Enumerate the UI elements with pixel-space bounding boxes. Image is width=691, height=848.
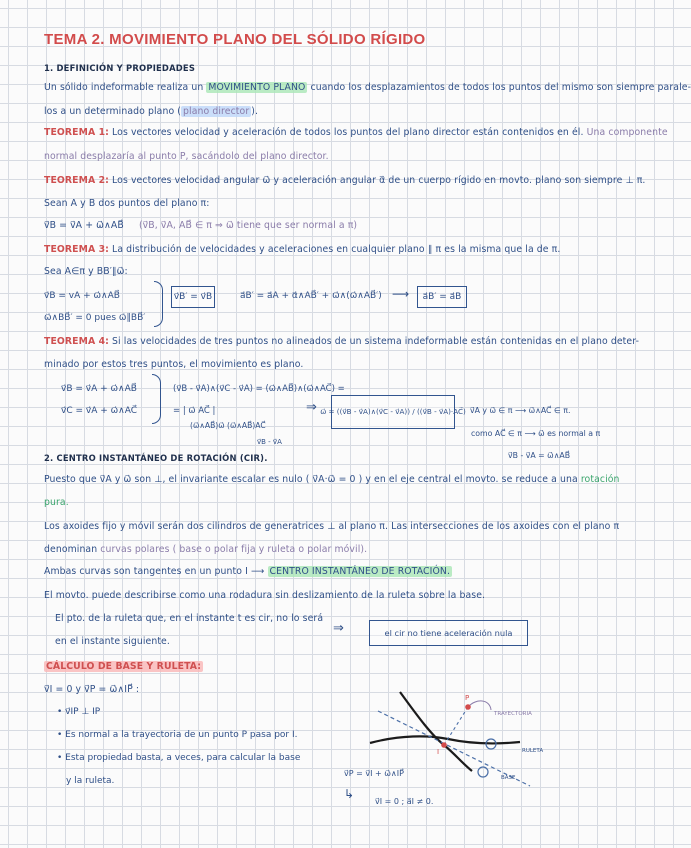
equation: ω⃗∧BB⃗′ = 0 pues ω⃗∥BB⃗′ [44,313,146,323]
paragraph-line: El movto. puede describirse como una rodadura sin deslizamiento de la ruleta sobre la base. [44,590,486,601]
theorem-line [44,127,668,139]
paragraph-line [44,106,638,118]
bullet-item: y la ruleta. [66,776,115,786]
implies-icon: ⇒ [333,621,344,636]
text-fragment: denominan [44,544,98,555]
boxed-text: ω⃗ = ((v⃗B - v⃗A)∧(v⃗C - v⃗A)) / ((v⃗B - v⃗A)·AC⃗) [320,407,466,416]
text-fragment: ( base o polar fija y ruleta o polar móvil). [172,544,368,555]
trayectoria-label: TRAYECTORIA [494,711,532,717]
corner-arrow-icon: ↳ [344,787,355,801]
text-fragment: los a un determinado plano ( [44,106,182,117]
page-title: TEMA 2. MOVIMIENTO PLANO DEL SÓLIDO RÍGIDO [44,31,426,48]
equation: v⃗P = v⃗I + ω⃗∧IP⃗ [344,769,404,778]
theorem-text: Los vectores velocidad angular ω⃗ y aceleración angular α⃗ de un cuerpo rígido en movto. plano son siempre ⊥ π. [112,175,646,186]
theorem-line [44,175,646,187]
equation: a⃗B′ = a⃗A + α⃗∧AB⃗′ + ω⃗∧(ω⃗∧AB⃗′) [240,291,382,301]
equation: v⃗B = v⃗A + ω⃗∧AB⃗ [44,220,124,231]
paragraph-line: pura. [44,497,69,508]
theorem-continuation: normal desplazaría al punto P, sacándolo del plano director. [44,151,329,162]
colored-term: rotación [580,474,620,485]
theorem-label: TEOREMA 3: [44,244,109,255]
theorem-line [44,244,638,256]
base-curve [400,692,472,771]
implies-icon: ⇒ [306,400,317,415]
paragraph-line [44,566,638,578]
section-heading: 2. CENTRO INSTANTÁNEO DE ROTACIÓN (CIR). [44,453,268,463]
boxed-velocity [171,286,215,308]
text-fragment: Puesto que v⃗A y ω⃗ son ⊥, el invariante escalar es nulo ( v⃗A·ω⃗ = 0 ) y en el eje central el movto. se reduce a una [44,474,578,485]
ip-line [444,707,468,745]
section-heading: 1. DEFINICIÓN Y PROPIEDADES [44,63,196,73]
point-p-label: P [465,694,470,702]
base-label: BASE [501,775,516,781]
highlighted-term: plano director [183,106,250,117]
bullet-item: • v⃗IP ⊥ IP [57,707,101,717]
text-fragment: Un sólido indeformable realiza un [44,82,204,93]
boxed-text: el cir no tiene aceleración nula [384,628,513,638]
theorem-text: La distribución de velocidades y aceleraciones en cualquier plano ∥ π es la misma que la de π. [112,244,561,255]
highlighted-term: CENTRO INSTANTÁNEO DE ROTACIÓN. [269,566,450,577]
boxed-omega [320,395,466,429]
theorem-aside: Una componente [586,127,668,138]
theorem-label: TEOREMA 1: [44,127,109,138]
text-fragment: cuando los desplazamientos de todos los puntos del mismo son siempre parale- [310,82,691,93]
colored-term: curvas polares [100,544,170,555]
subsection-label: CÁLCULO DE BASE Y RULETA: [46,661,202,672]
paragraph-line: Sea A∈π y BB′∥ω⃗: [44,266,128,277]
arrow-icon: ⟶ [392,287,410,301]
theorem-label: TEOREMA 2: [44,175,109,186]
bullet-item: • Esta propiedad basta, a veces, para calcular la base [57,753,301,763]
theorem-text: Los vectores velocidad y aceleración de todos los puntos del plano director están contenidos en él. [112,127,584,138]
boxed-note [369,620,528,646]
subsection-line [44,661,638,673]
paragraph-line [44,82,691,94]
equation: v⃗I = 0 ; a⃗I ≠ 0. [375,797,434,806]
equation: v⃗C = v⃗A + ω⃗∧AC⃗ [61,406,138,416]
equation: (v⃗B - v⃗A)∧(v⃗C - v⃗A) = (ω⃗∧AB⃗)∧(ω⃗∧AC⃗) = [173,384,345,394]
equation: v⃗B = v⃗A + ω⃗∧AB⃗ [61,384,137,394]
equation-line: v⃗I = 0 y v⃗P = ω⃗∧IP⃗ : [44,684,140,695]
theorem-text: Si las velocidades de tres puntos no alineados de un sistema indeformable están contenidas en el plano deter- [112,336,640,347]
equation: v⃗B - v⃗A [257,438,282,446]
point-i-label: I [437,748,440,756]
side-note: v⃗A y ω⃗ ∈ π ⟶ ω⃗∧AC⃗ ∈ π. [470,406,571,415]
brace [152,374,161,424]
theorem-continuation: minado por estos tres puntos, el movimiento es plano. [44,359,304,370]
side-note: v⃗B - v⃗A = ω⃗∧AB⃗ [508,451,571,460]
equation: v⃗B = vA + ω⃗∧AB⃗ [44,291,120,301]
paragraph-line [44,474,638,486]
equation: (ω⃗∧AB⃗)ω⃗ (ω⃗∧AB⃗)AC⃗ [190,421,266,430]
paragraph-line: Los axoides fijo y móvil serán dos cilindros de generatrices ⊥ al plano π. Las intersecciones de los axoides con el plano π [44,521,620,532]
text-fragment: Ambas curvas son tangentes en un punto I ⟶ [44,566,265,577]
bullet-item: • Es normal a la trayectoria de un punto P pasa por I. [57,730,298,740]
brace [154,281,163,327]
boxed-acceleration [417,286,467,308]
text-fragment: ). [251,106,259,117]
ruleta-label: RULETA [522,748,544,754]
paragraph-line: El pto. de la ruleta que, en el instante t es cir, no lo será [55,613,324,624]
paragraph-line: en el instante siguiente. [55,636,170,647]
ruleta-curve [370,736,520,743]
highlighted-term: MOVIMIENTO PLANO [208,82,306,93]
theorem-line [44,336,638,348]
equation: = | ω⃗ AC⃗ | [173,406,216,416]
side-note: como AC⃗ ∈ π ⟶ ω⃗ es normal a π [471,429,601,438]
point-p [465,704,471,710]
boxed-text: a⃗B′ = a⃗B [422,292,462,302]
omega-circle [478,767,488,777]
equation-line [44,220,638,232]
boxed-text: v⃗B′ = v⃗B [173,292,213,302]
trajectory-curve [468,701,491,710]
equation-note: (v⃗B, v⃗A, AB⃗ ∈ π ⇒ ω⃗ tiene que ser normal a π) [138,220,358,231]
paragraph-line [44,544,638,556]
theorem-label: TEOREMA 4: [44,336,109,347]
paragraph-line: Sean A y B dos puntos del plano π: [44,198,210,209]
point-i [441,742,447,748]
